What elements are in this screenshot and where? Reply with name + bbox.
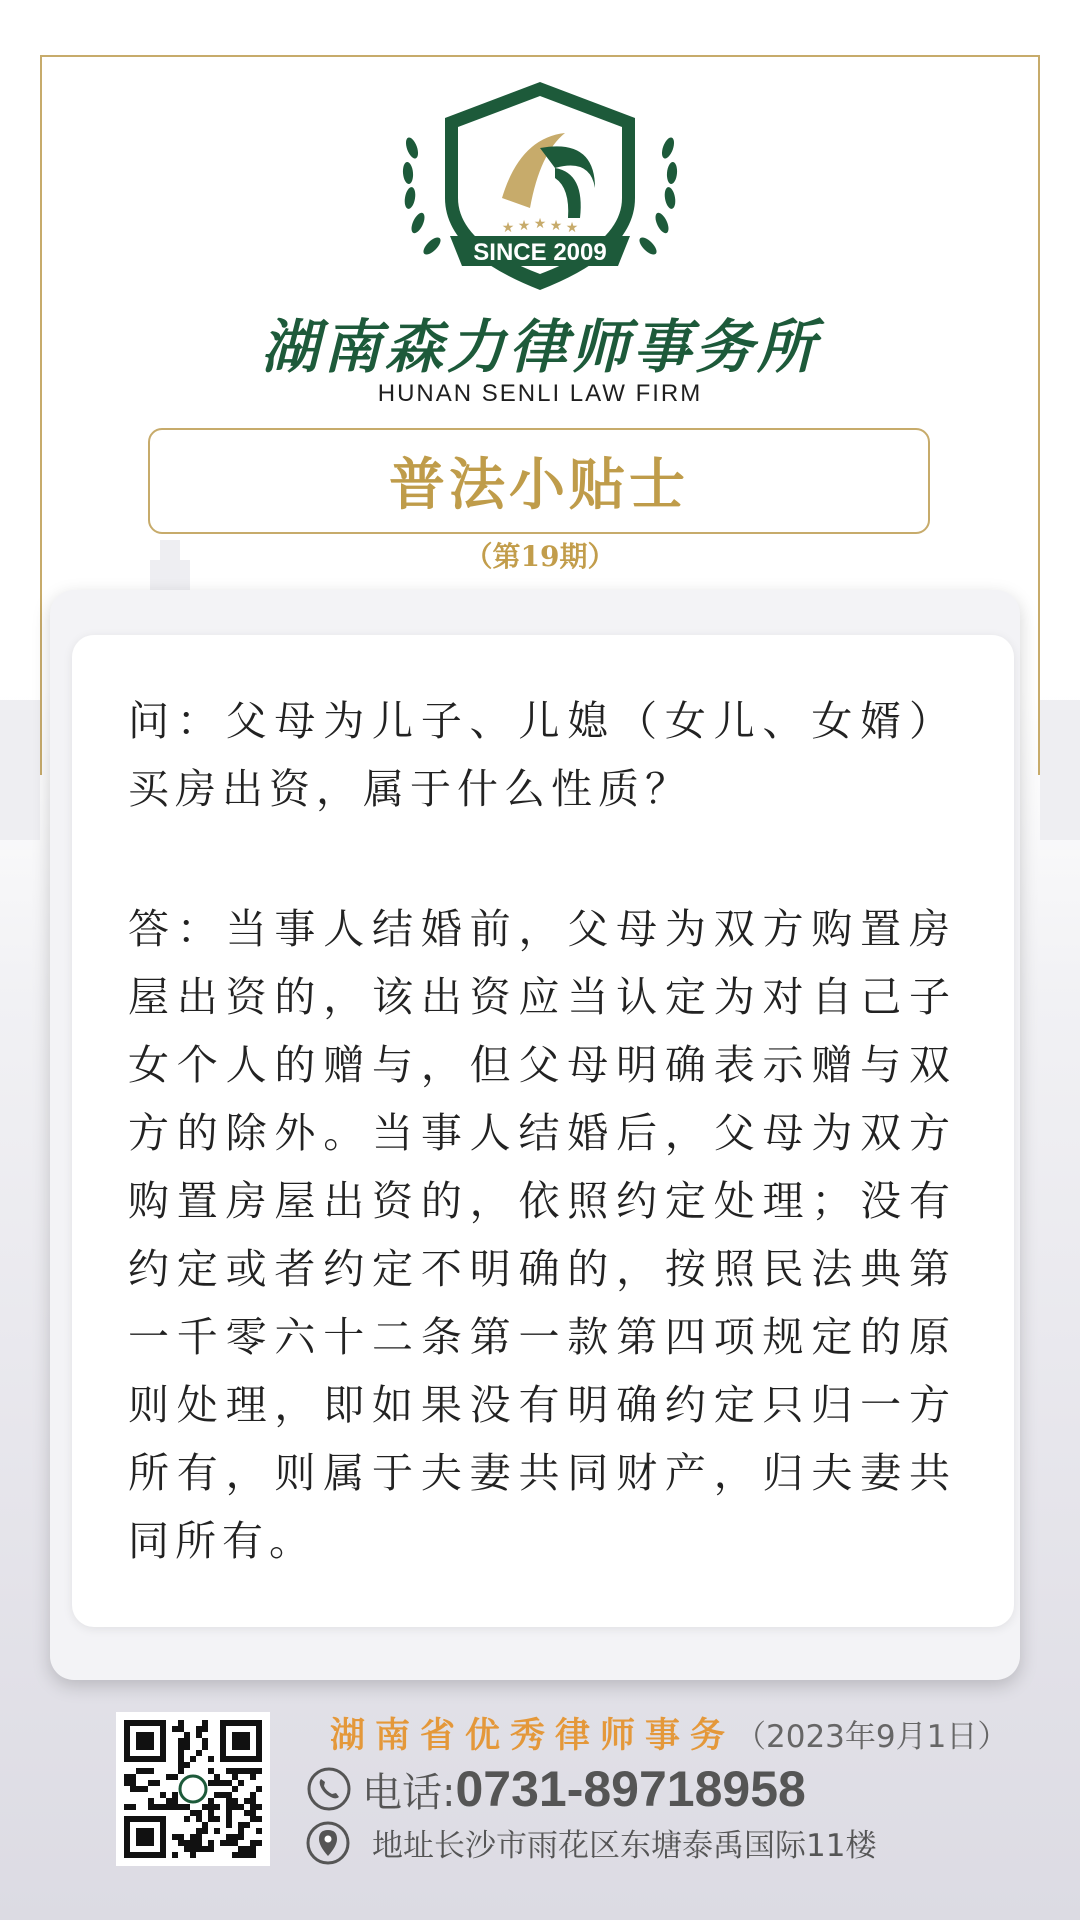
award-date: （2023年9月1日）	[735, 1719, 1009, 1755]
svg-text:★: ★	[533, 216, 547, 232]
svg-text:★: ★	[501, 220, 515, 236]
phone-label: 电话:	[362, 1769, 456, 1816]
content-card	[72, 635, 1014, 1627]
award-text: 湖南省优秀律师事务	[330, 1716, 736, 1756]
location-pin-icon	[306, 1821, 350, 1865]
logo-since-text: SINCE 2009	[473, 239, 607, 266]
phone-icon	[306, 1766, 352, 1812]
answer-text: 答：当事人结婚前，父母为双方购置房屋出资的，该出资应当认定为对自己子女个人的赠与，但父母明确表示赠与双方的除外。当事人结婚后，父母为双方购置房屋出资的，依照约定处理；没有约定或者约定不明确的，按照民法典第一千零六十二条第一款第四项规定的原则处理，即如果没有明确约定只归一方所有，则属于夫妻共同财产，归夫妻共同所有。	[128, 905, 956, 1565]
phone-number[interactable]: 0731-89718958	[455, 1761, 806, 1817]
phone-line[interactable]	[306, 1760, 806, 1818]
svg-text:★: ★	[565, 220, 579, 236]
qr-code[interactable]	[116, 1712, 270, 1866]
address-text: 地址长沙市雨花区东塘泰禹国际11楼	[372, 1828, 877, 1864]
question-text: 问：父母为儿子、儿媳（女儿、女婿）买房出资，属于什么性质？	[128, 697, 956, 813]
firm-name-en: HUNAN SENLI LAW FIRM	[377, 380, 703, 407]
issue-number: （第19期）	[464, 540, 616, 573]
tips-banner	[148, 428, 930, 534]
award-line	[330, 1708, 1008, 1758]
svg-text:★: ★	[549, 218, 563, 234]
firm-name-cn: 湖南森力律师事务所	[260, 313, 819, 381]
address-line	[306, 1820, 876, 1865]
svg-text:★: ★	[517, 218, 531, 234]
firm-logo	[390, 78, 690, 303]
tips-title: 普法小贴士	[389, 452, 689, 518]
